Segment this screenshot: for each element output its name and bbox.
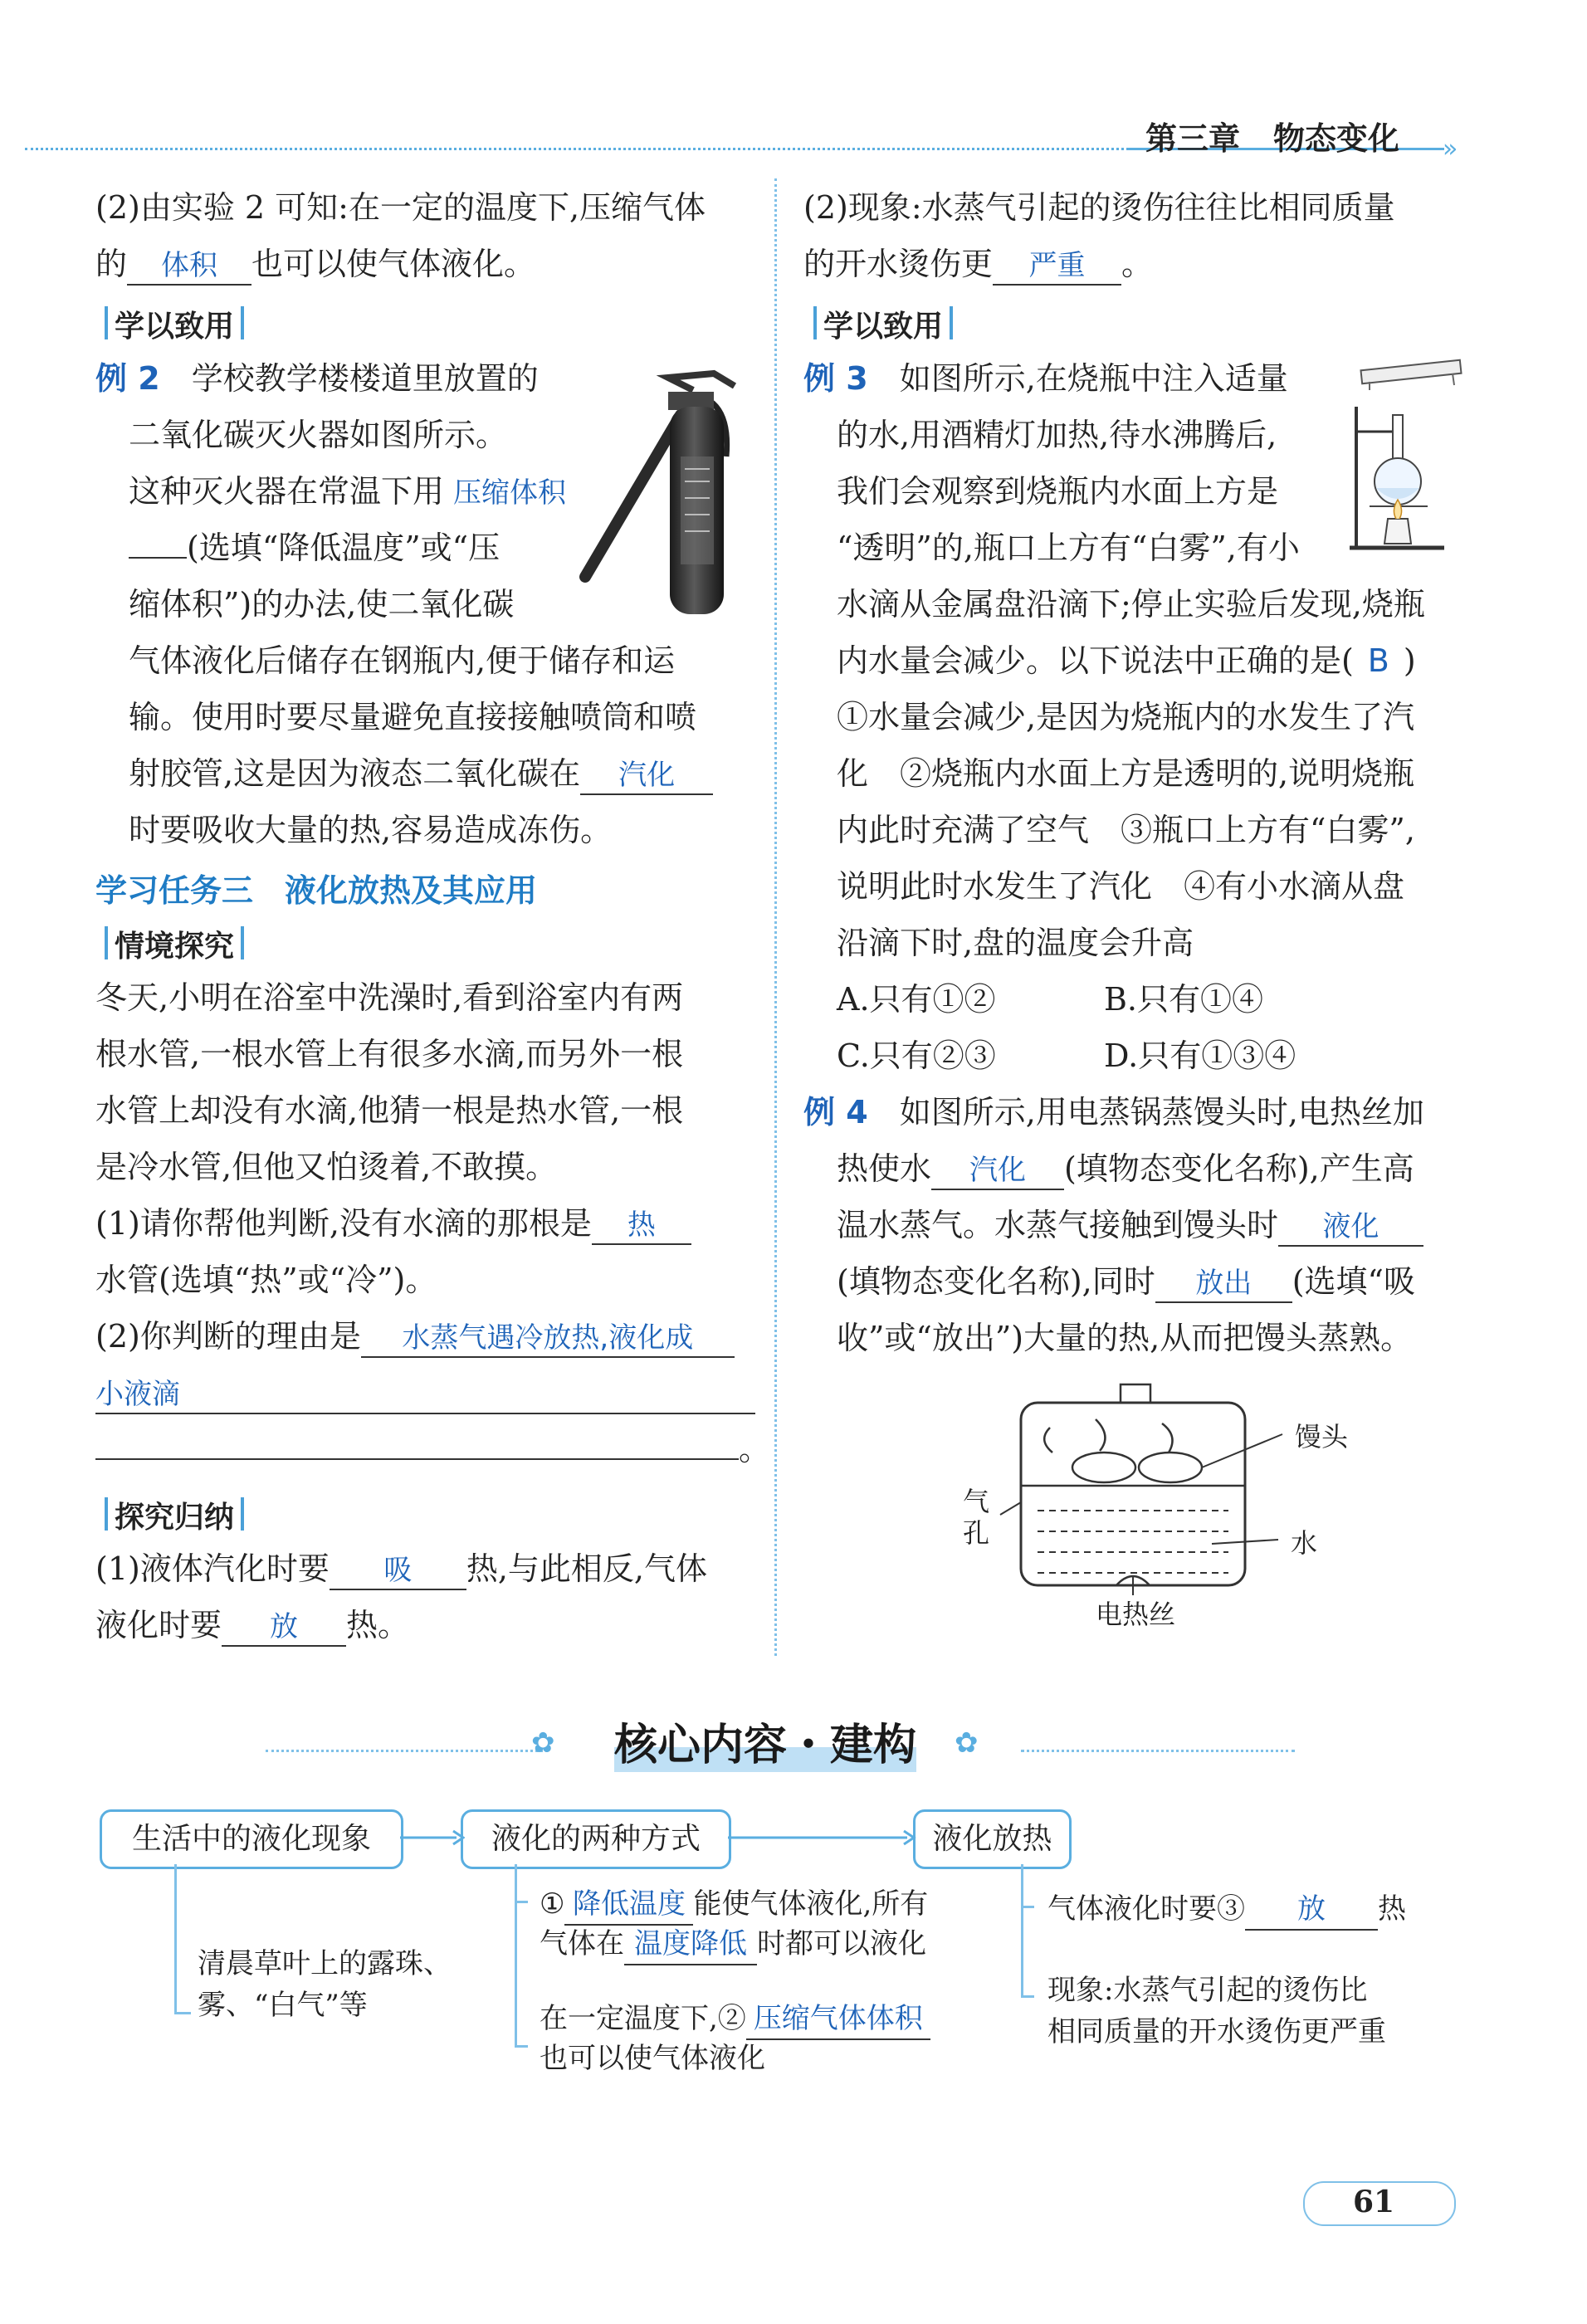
ex4-line-4: (填物态变化名称),同时 放出 (选填“吸: [837, 1262, 1415, 1303]
ex4-line-1: 例 4 如图所示,用电蒸锅蒸馒头时,电热丝加: [803, 1094, 1424, 1130]
flask-apparatus-icon: [1345, 357, 1469, 556]
ex3-line-7: ①水量会减少,是因为烧瓶内的水发生了汽: [837, 699, 1415, 735]
option-d: D.只有①③④: [1104, 1038, 1296, 1074]
ex3-line-1: 例 3 如图所示,在烧瓶中注入适量: [803, 360, 1288, 397]
left-line-1: (2)由实验 2 可知:在一定的温度下,压缩气体: [95, 189, 706, 226]
method-line-1: ① 降低温度 能使气体液化,所有: [540, 1884, 928, 1926]
connector: [515, 1864, 517, 2047]
core-divider-left: [266, 1750, 548, 1752]
ex4-line-5: 收”或“放出”)大量的热,从而把馒头蒸熟。: [837, 1320, 1413, 1356]
connector: [1021, 1995, 1034, 1998]
right-line-1: (2)现象:水蒸气引起的烫伤往往比相同质量: [803, 189, 1395, 226]
tag-scenario: 情境探究: [115, 923, 234, 965]
ex2-line-8: 射胶管,这是因为液态二氧化碳在 汽化: [129, 754, 713, 795]
heat-line-1: 气体液化时要③ 放 热: [1047, 1889, 1406, 1931]
label-qi: 气: [963, 1486, 990, 1517]
header-arrow-icon: »: [1443, 134, 1458, 164]
ex3-line-8: 化 ②烧瓶内水面上方是透明的,说明烧瓶: [837, 755, 1415, 792]
arrow-right-icon: [726, 1826, 917, 1851]
label-water: 水: [1291, 1527, 1318, 1559]
summary-line-1: (1)液体汽化时要 吸 热,与此相反,气体: [95, 1549, 707, 1590]
ex2-line-5: 缩体积”)的办法,使二氧化碳: [129, 586, 515, 622]
ex2-line-7: 输。使用时要尽量避免直接接触喷筒和喷: [129, 699, 697, 735]
ex4-line-3: 温水蒸气。水蒸气接触到馒头时 液化: [837, 1205, 1423, 1247]
task3-heading: 学习任务三 液化放热及其应用: [95, 872, 538, 909]
ex3-line-3: 我们会观察到烧瓶内水面上方是: [837, 473, 1279, 510]
q2-line-2: 小液滴: [95, 1373, 755, 1414]
core-title: 核心内容・建构: [614, 1710, 916, 1772]
method-line-3: 在一定温度下,② 压缩气体体积: [540, 1999, 930, 2040]
arrow-right-icon: [398, 1826, 465, 1851]
connector: [1021, 1906, 1034, 1908]
ex2-line-2: 二氧化碳灭火器如图所示。: [129, 417, 508, 453]
connector: [515, 2045, 528, 2048]
box-phenomena: 生活中的液化现象: [100, 1809, 403, 1869]
column-divider: [774, 178, 777, 1656]
core-title-ornament-left: ✿: [531, 1726, 555, 1760]
ex2-line-4: (选填“降低温度”或“压: [129, 528, 500, 568]
right-line-2: 的开水烫伤更 严重 。: [803, 244, 1153, 286]
ex3-line-11: 沿滴下时,盘的温度会升高: [837, 925, 1194, 961]
tag-apply-1: 学以致用: [115, 303, 234, 345]
core-title-ornament-right: ✿: [955, 1726, 979, 1760]
ex3-line-6: 内水量会减少。以下说法中正确的是( B ): [837, 642, 1416, 679]
box-heat-release: 液化放热: [913, 1809, 1072, 1869]
ex3-line-2: 的水,用酒精灯加热,待水沸腾后,: [837, 417, 1277, 453]
q2-line-3: 。: [95, 1429, 770, 1469]
ex2-line-6: 气体液化后储存在钢瓶内,便于储存和运: [129, 642, 676, 679]
label-kong: 孔: [963, 1517, 990, 1549]
ex2-line-1: 例 2 学校教学楼楼道里放置的: [95, 360, 539, 397]
ex3-line-4: “透明”的,瓶口上方有“白雾”,有小: [837, 530, 1300, 566]
label-heater: 电热丝: [1096, 1599, 1176, 1630]
ex4-line-2: 热使水 汽化 (填物态变化名称),产生高: [837, 1149, 1414, 1190]
phenomena-line-1: 清晨草叶上的露珠、: [198, 1947, 452, 1980]
scenario-line-3: 水管上却没有水滴,他猜一根是热水管,一根: [95, 1092, 684, 1129]
steamer-diagram: [955, 1378, 1336, 1627]
heat-line-2: 现象:水蒸气引起的烫伤比: [1047, 1974, 1368, 2007]
core-divider-right: [1021, 1750, 1295, 1752]
tag-summary: 探究归纳: [115, 1494, 234, 1536]
option-b: B.只有①④: [1104, 981, 1264, 1018]
ex3-line-10: 说明此时水发生了汽化 ④有小水滴从盘: [837, 868, 1405, 905]
header-dotted-line: [25, 148, 1129, 150]
connector: [174, 1864, 177, 2014]
ex2-line-9: 时要吸收大量的热,容易造成冻伤。: [129, 812, 613, 848]
left-line-2: 的 体积 也可以使气体液化。: [95, 244, 535, 286]
scenario-line-1: 冬天,小明在浴室中洗澡时,看到浴室内有两: [95, 979, 684, 1016]
scenario-line-2: 根水管,一根水管上有很多水滴,而另外一根: [95, 1036, 684, 1072]
chapter-header: 第三章 物态变化: [1145, 120, 1400, 157]
ex2-line-3: 这种灭火器在常温下用 压缩体积: [129, 473, 567, 510]
method-line-4: 也可以使气体液化: [540, 2042, 765, 2075]
scenario-line-4: 是冷水管,但他又怕烫着,不敢摸。: [95, 1149, 558, 1185]
page-number: 61: [1353, 2185, 1395, 2219]
phenomena-line-2: 雾、“白气”等: [198, 1989, 368, 2022]
q1-line-2: 水管(选填“热”或“冷”)。: [95, 1262, 437, 1298]
ex3-line-5: 水滴从金属盘沿滴下;停止实验后发现,烧瓶: [837, 586, 1425, 622]
q1-line-1: (1)请你帮他判断,没有水滴的那根是 热: [95, 1204, 691, 1245]
connector: [515, 1901, 528, 1903]
method-line-2: 气体在 温度降低 时都可以液化: [540, 1924, 926, 1965]
fire-extinguisher-icon: [569, 357, 759, 622]
box-two-methods: 液化的两种方式: [461, 1809, 731, 1869]
tag-apply-2: 学以致用: [823, 303, 943, 345]
label-mantou: 馒头: [1295, 1421, 1349, 1452]
q2-line-1: (2)你判断的理由是 水蒸气遇冷放热,液化成: [95, 1316, 735, 1358]
ex3-line-9: 内此时充满了空气 ③瓶口上方有“白雾”,: [837, 812, 1415, 848]
connector: [1021, 1864, 1023, 1997]
heat-line-3: 相同质量的开水烫伤更严重: [1047, 2015, 1386, 2048]
connector: [174, 2012, 191, 2014]
option-c: C.只有②③: [837, 1038, 996, 1074]
summary-line-2: 液化时要 放 热。: [95, 1605, 409, 1647]
option-a: A.只有①②: [837, 981, 996, 1018]
